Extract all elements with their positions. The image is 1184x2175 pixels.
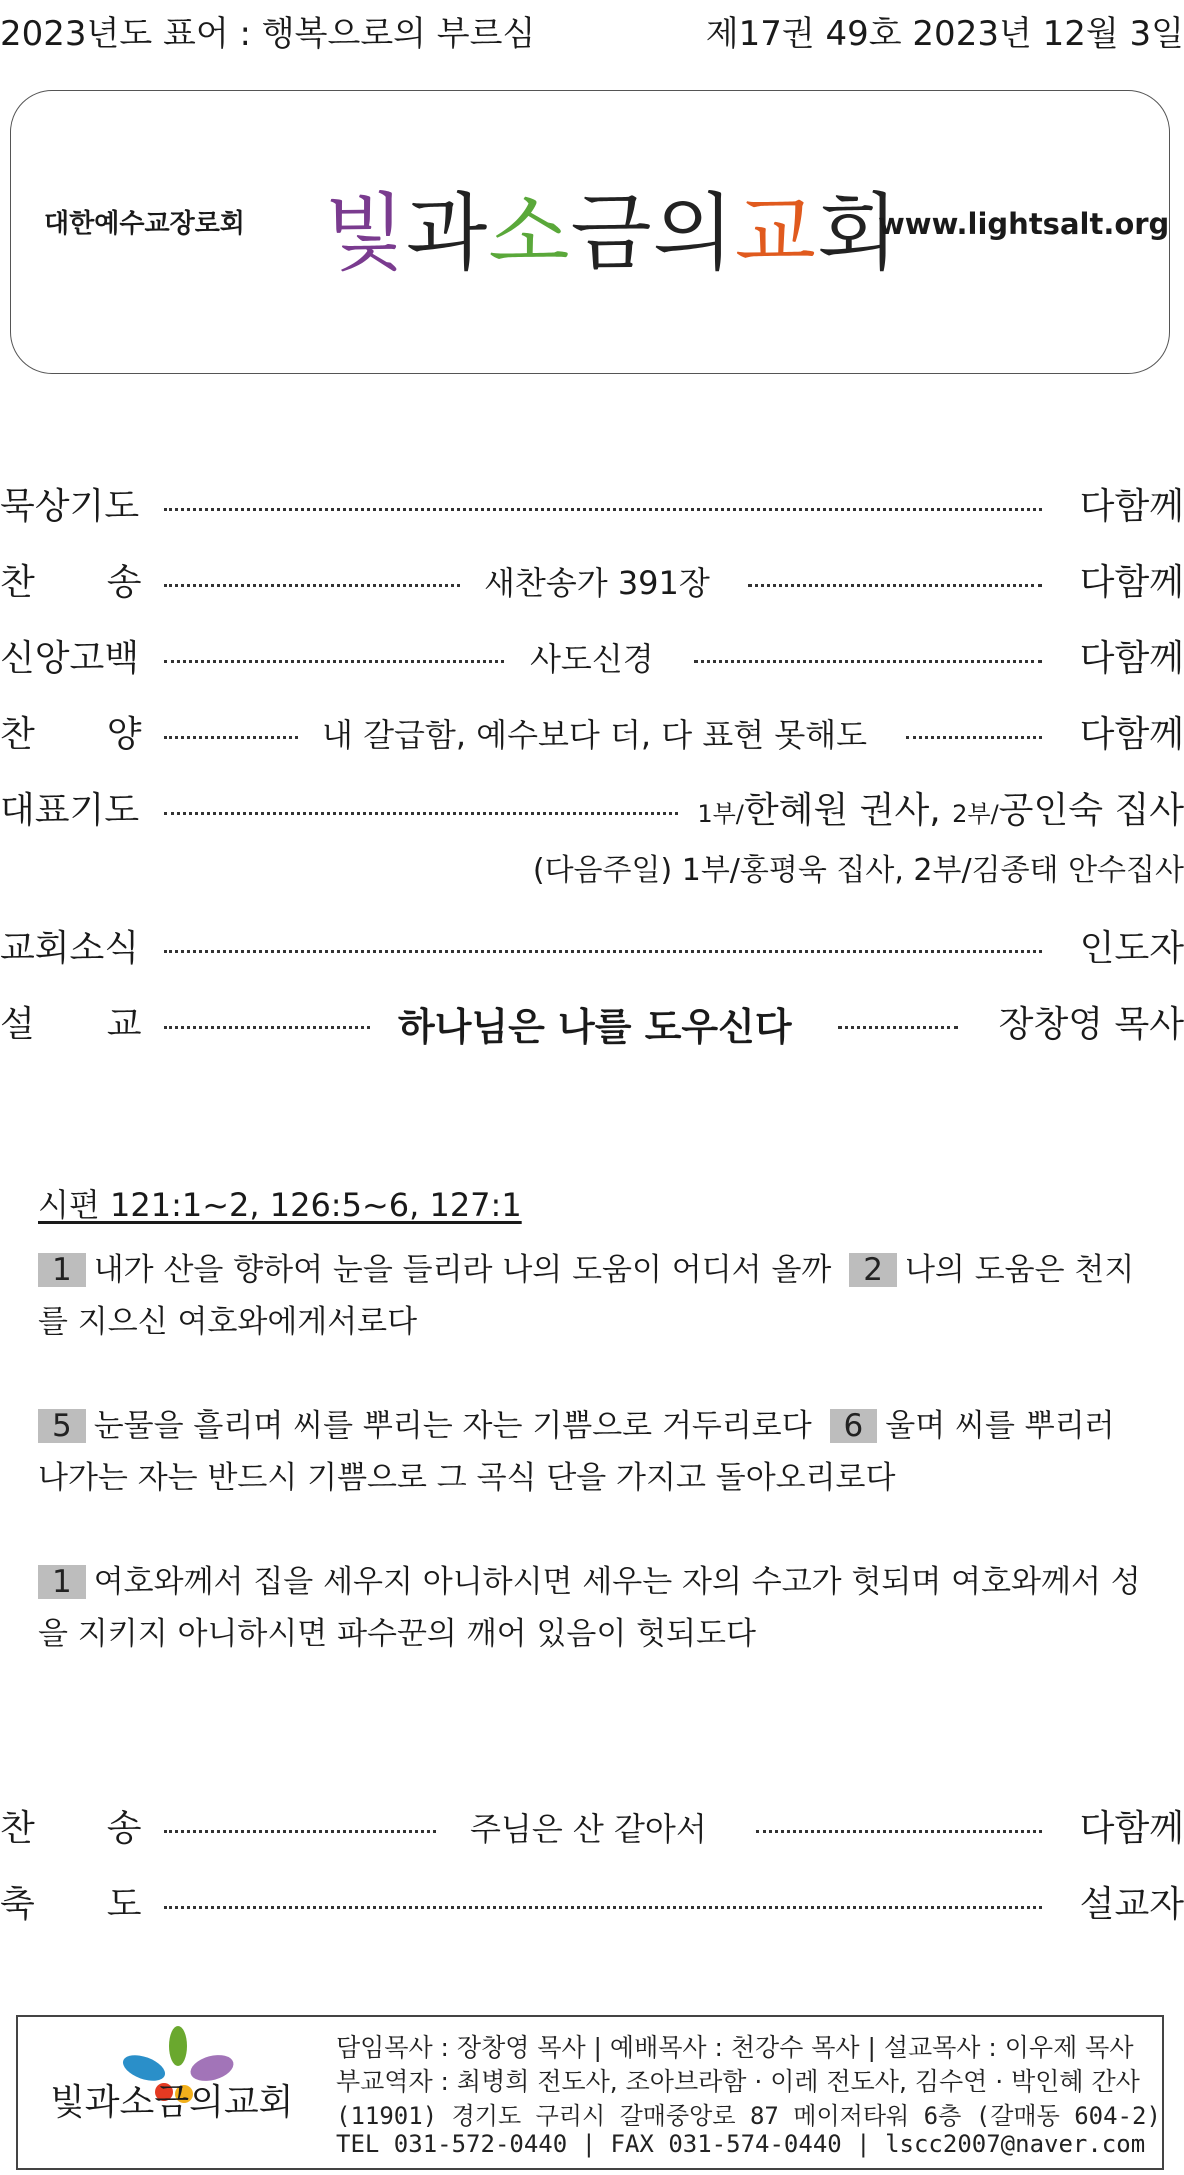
scripture-paragraph xyxy=(38,1400,1148,1504)
order-leader: 다함께 xyxy=(1079,486,1184,527)
order-leader: 다함께 xyxy=(1079,714,1184,755)
website-link[interactable]: www.lightsalt.org xyxy=(878,207,1170,241)
dot-leader xyxy=(694,660,1042,663)
logo-char: 교 xyxy=(734,184,817,282)
order-row-closing-hymn xyxy=(0,1800,1184,1850)
order-row-benediction xyxy=(0,1876,1184,1926)
dot-leader xyxy=(164,1026,370,1029)
verse-text: 여호와께서 집을 세우지 아니하시면 세우는 자의 수고가 헛되며 여호와께서 성을 지키지 아니하시면 파수꾼의 깨어 있음이 헛되도다 xyxy=(38,1564,1141,1652)
footer-address: (11901) 경기도 구리시 갈매중앙로 87 메이저타워 6층 (갈매동 604-2) xyxy=(336,2102,1161,2130)
order-label: 교회소식 xyxy=(0,928,140,969)
order-leader: 설교자 xyxy=(1079,1884,1184,1925)
order-leader: 다함께 xyxy=(1079,638,1184,679)
dot-leader xyxy=(164,660,504,663)
dot-leader xyxy=(164,1830,436,1833)
order-leader: 다함께 xyxy=(1079,1808,1184,1849)
footer-staff: 부교역자 : 최병희 전도사, 조아브라함 · 이레 전도사, 김수연 · 박인혜 간사 xyxy=(336,2067,1140,2096)
dot-leader xyxy=(164,812,678,815)
order-leader: 다함께 xyxy=(1079,562,1184,603)
scripture-paragraph xyxy=(38,1556,1148,1660)
dot-leader xyxy=(748,584,1042,587)
prayer-leader-2: 공인숙 집사 xyxy=(998,790,1184,831)
verse-text: 나의 도움은 천지를 지으신 여호와에게서로다 xyxy=(38,1252,1135,1340)
order-label: 축 도 xyxy=(0,1884,142,1925)
verse-number: 1 xyxy=(38,1253,86,1287)
dot-leader xyxy=(164,736,298,739)
order-leader xyxy=(697,782,1184,833)
order-label: 찬 송 xyxy=(0,1808,142,1849)
order-row-praise xyxy=(0,706,1184,756)
denomination-label: 대한예수교장로회 xyxy=(44,209,245,239)
logo-char: 금 xyxy=(570,184,653,282)
footer-church-name: 빛과소금의교회 xyxy=(50,2082,294,2123)
verse-text: 울며 씨를 뿌리러 나가는 자는 반드시 기쁨으로 그 곡식 단을 가지고 돌아오리로다 xyxy=(38,1408,1115,1496)
verse-text: 눈물을 흘리며 씨를 뿌리는 자는 기쁨으로 거두리로다 xyxy=(93,1408,812,1444)
service-prefix: 1부/ xyxy=(697,800,744,828)
dot-leader xyxy=(164,508,1042,511)
order-content: 새찬송가 391장 xyxy=(484,564,710,602)
verse-number: 2 xyxy=(849,1253,897,1287)
order-label: 신앙고백 xyxy=(0,638,140,679)
order-content: 내 갈급함, 예수보다 더, 다 표현 못해도 xyxy=(322,716,868,754)
order-row-announcements xyxy=(0,920,1184,970)
scripture-reference: 시편 121:1~2, 126:5~6, 127:1 xyxy=(38,1186,522,1224)
dot-leader xyxy=(906,736,1042,739)
dot-leader xyxy=(164,950,1042,953)
prayer-leader-1: 한혜원 권사, xyxy=(743,790,941,831)
verse-text: 내가 산을 향하여 눈을 들리라 나의 도움이 어디서 올까 xyxy=(93,1252,832,1288)
order-label: 찬 송 xyxy=(0,562,142,603)
order-content: 주님은 산 같아서 xyxy=(470,1810,707,1848)
order-leader: 인도자 xyxy=(1079,928,1184,969)
sermon-title: 하나님은 나를 도우신다 xyxy=(398,1005,792,1049)
bulletin-motto: 2023년도 표어 : 행복으로의 부르심 xyxy=(0,14,536,54)
preacher: 장창영 목사 xyxy=(998,1004,1184,1045)
logo-char: 과 xyxy=(406,184,489,282)
order-label: 찬 양 xyxy=(0,714,142,755)
order-row-hymn xyxy=(0,554,1184,604)
order-row-representative-prayer xyxy=(0,782,1184,832)
next-week-prayer: (다음주일) 1부/홍평욱 집사, 2부/김종태 안수집사 xyxy=(532,853,1184,888)
order-row-creed xyxy=(0,630,1184,680)
dot-leader xyxy=(756,1830,1042,1833)
order-content: 사도신경 xyxy=(530,640,654,678)
logo-char: 소 xyxy=(488,184,571,282)
verse-number: 1 xyxy=(38,1565,86,1599)
order-row-silent-prayer xyxy=(0,478,1184,528)
dot-leader xyxy=(838,1026,958,1029)
bulletin-issue-date: 제17권 49호 2023년 12월 3일 xyxy=(705,14,1184,54)
order-label: 묵상기도 xyxy=(0,486,140,527)
verse-number: 5 xyxy=(38,1409,86,1443)
scripture-paragraph xyxy=(38,1244,1148,1348)
dot-leader xyxy=(164,1906,1042,1909)
logo-char: 의 xyxy=(652,184,735,282)
order-row-sermon xyxy=(0,996,1184,1049)
church-name-logo xyxy=(324,166,899,287)
verse-number: 6 xyxy=(830,1409,878,1443)
dot-leader xyxy=(164,584,460,587)
service-prefix: 2부/ xyxy=(952,800,999,828)
order-label: 대표기도 xyxy=(0,790,140,831)
footer-pastors: 담임목사 : 장창영 목사 | 예배목사 : 천강수 목사 | 설교목사 : 이우제 목사 xyxy=(336,2033,1134,2062)
logo-char: 빛 xyxy=(324,184,407,282)
logo-char: 회 xyxy=(816,184,900,282)
footer-contact: TEL 031-572-0440 | FAX 031-574-0440 | lscc2007@naver.com xyxy=(336,2130,1146,2158)
order-label: 설 교 xyxy=(0,1004,142,1045)
